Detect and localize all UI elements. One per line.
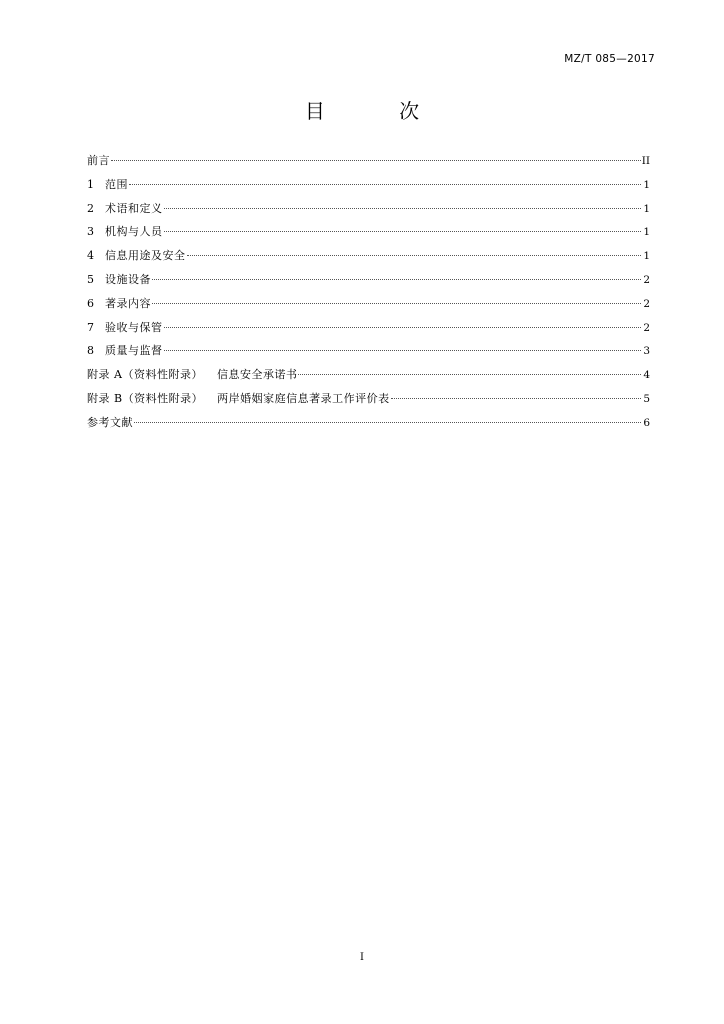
- toc-entry-number: 5: [87, 272, 95, 286]
- toc-entry-appendix-a[interactable]: [87, 367, 650, 391]
- toc-dot-leader: [187, 255, 642, 256]
- toc-entry-page: 6: [643, 416, 650, 429]
- toc-dot-leader: [164, 208, 642, 209]
- toc-dot-leader: [164, 231, 642, 232]
- toc-entry-label: [87, 296, 151, 312]
- toc-entry-page: 1: [643, 178, 650, 191]
- toc-entry-page: 1: [643, 250, 650, 263]
- toc-entry-number: 6: [87, 296, 95, 310]
- toc-entry-page: 2: [643, 321, 650, 334]
- toc-entry-content[interactable]: [87, 296, 650, 320]
- toc-dot-leader: [129, 184, 641, 185]
- toc-entry-terms[interactable]: [87, 201, 650, 225]
- toc-entry-page: 5: [643, 392, 650, 405]
- toc-entry-number: 4: [87, 249, 95, 263]
- toc-entry-text: 范围: [105, 177, 128, 191]
- toc-entry-label: [87, 201, 163, 217]
- toc-entry-number: 8: [87, 344, 95, 358]
- toc-entry-appendix-b[interactable]: [87, 391, 650, 415]
- toc-dot-leader: [164, 350, 642, 351]
- toc-entry-text: 设施设备: [105, 272, 151, 286]
- toc-entry-label: [87, 248, 186, 264]
- page-number: I: [360, 952, 364, 963]
- toc-entry-label: [87, 177, 128, 193]
- toc-entry-text: 参考文献: [87, 415, 133, 429]
- toc-entry-page: 2: [643, 297, 650, 310]
- toc-entry-label: [87, 153, 110, 169]
- toc-dot-leader: [111, 160, 641, 161]
- toc-dot-leader: [391, 398, 641, 399]
- page-title: 目 次: [304, 99, 454, 123]
- toc-entry-text: 验收与保管: [105, 320, 163, 334]
- toc-entry-facilities[interactable]: [87, 272, 650, 296]
- toc-entry-quality[interactable]: [87, 343, 650, 367]
- toc-dot-leader: [134, 422, 641, 423]
- toc-entry-number: 1: [87, 177, 95, 191]
- toc-entry-information-security[interactable]: [87, 248, 650, 272]
- toc-entry-label: [87, 415, 133, 431]
- toc-entry-label: [87, 391, 390, 407]
- toc-entry-number: 2: [87, 201, 95, 215]
- toc-entry-number: 附录 B（资料性附录）: [87, 391, 204, 405]
- toc-entry-page: II: [641, 155, 650, 167]
- toc-entry-acceptance[interactable]: [87, 320, 650, 344]
- toc-entry-number: 3: [87, 225, 95, 239]
- toc-entry-text: 信息安全承诺书: [216, 368, 298, 382]
- toc-entry-page: 3: [643, 345, 650, 358]
- toc-entry-label: [87, 224, 163, 240]
- toc-entry-label: [87, 320, 163, 336]
- toc-entry-page: 2: [643, 273, 650, 286]
- standard-code: MZ/T 085—2017: [564, 53, 655, 65]
- toc-entry-text: 机构与人员: [105, 225, 163, 239]
- toc-entry-page: 1: [643, 226, 650, 239]
- toc-entry-text: 信息用途及安全: [105, 249, 186, 263]
- table-of-contents: [87, 153, 650, 439]
- toc-entry-page: 1: [643, 202, 650, 215]
- toc-entry-foreword[interactable]: [87, 153, 650, 177]
- toc-entry-text: 前言: [87, 154, 110, 167]
- toc-entry-label: [87, 343, 163, 359]
- toc-dot-leader: [152, 303, 641, 304]
- toc-dot-leader: [152, 279, 641, 280]
- toc-entry-text: 质量与监督: [105, 344, 163, 358]
- toc-entry-label: [87, 272, 151, 288]
- toc-entry-organization[interactable]: [87, 224, 650, 248]
- toc-entry-page: 4: [643, 369, 650, 382]
- toc-entry-text: 两岸婚姻家庭信息著录工作评价表: [217, 391, 390, 405]
- toc-entry-text: 著录内容: [105, 296, 151, 310]
- toc-entry-label: [87, 367, 297, 383]
- toc-dot-leader: [298, 374, 641, 375]
- toc-entry-text: 术语和定义: [105, 201, 163, 215]
- toc-entry-references[interactable]: [87, 415, 650, 439]
- toc-entry-number: 附录 A（资料性附录）: [87, 368, 203, 382]
- toc-dot-leader: [164, 327, 642, 328]
- toc-entry-number: 7: [87, 320, 95, 334]
- toc-entry-scope[interactable]: [87, 177, 650, 201]
